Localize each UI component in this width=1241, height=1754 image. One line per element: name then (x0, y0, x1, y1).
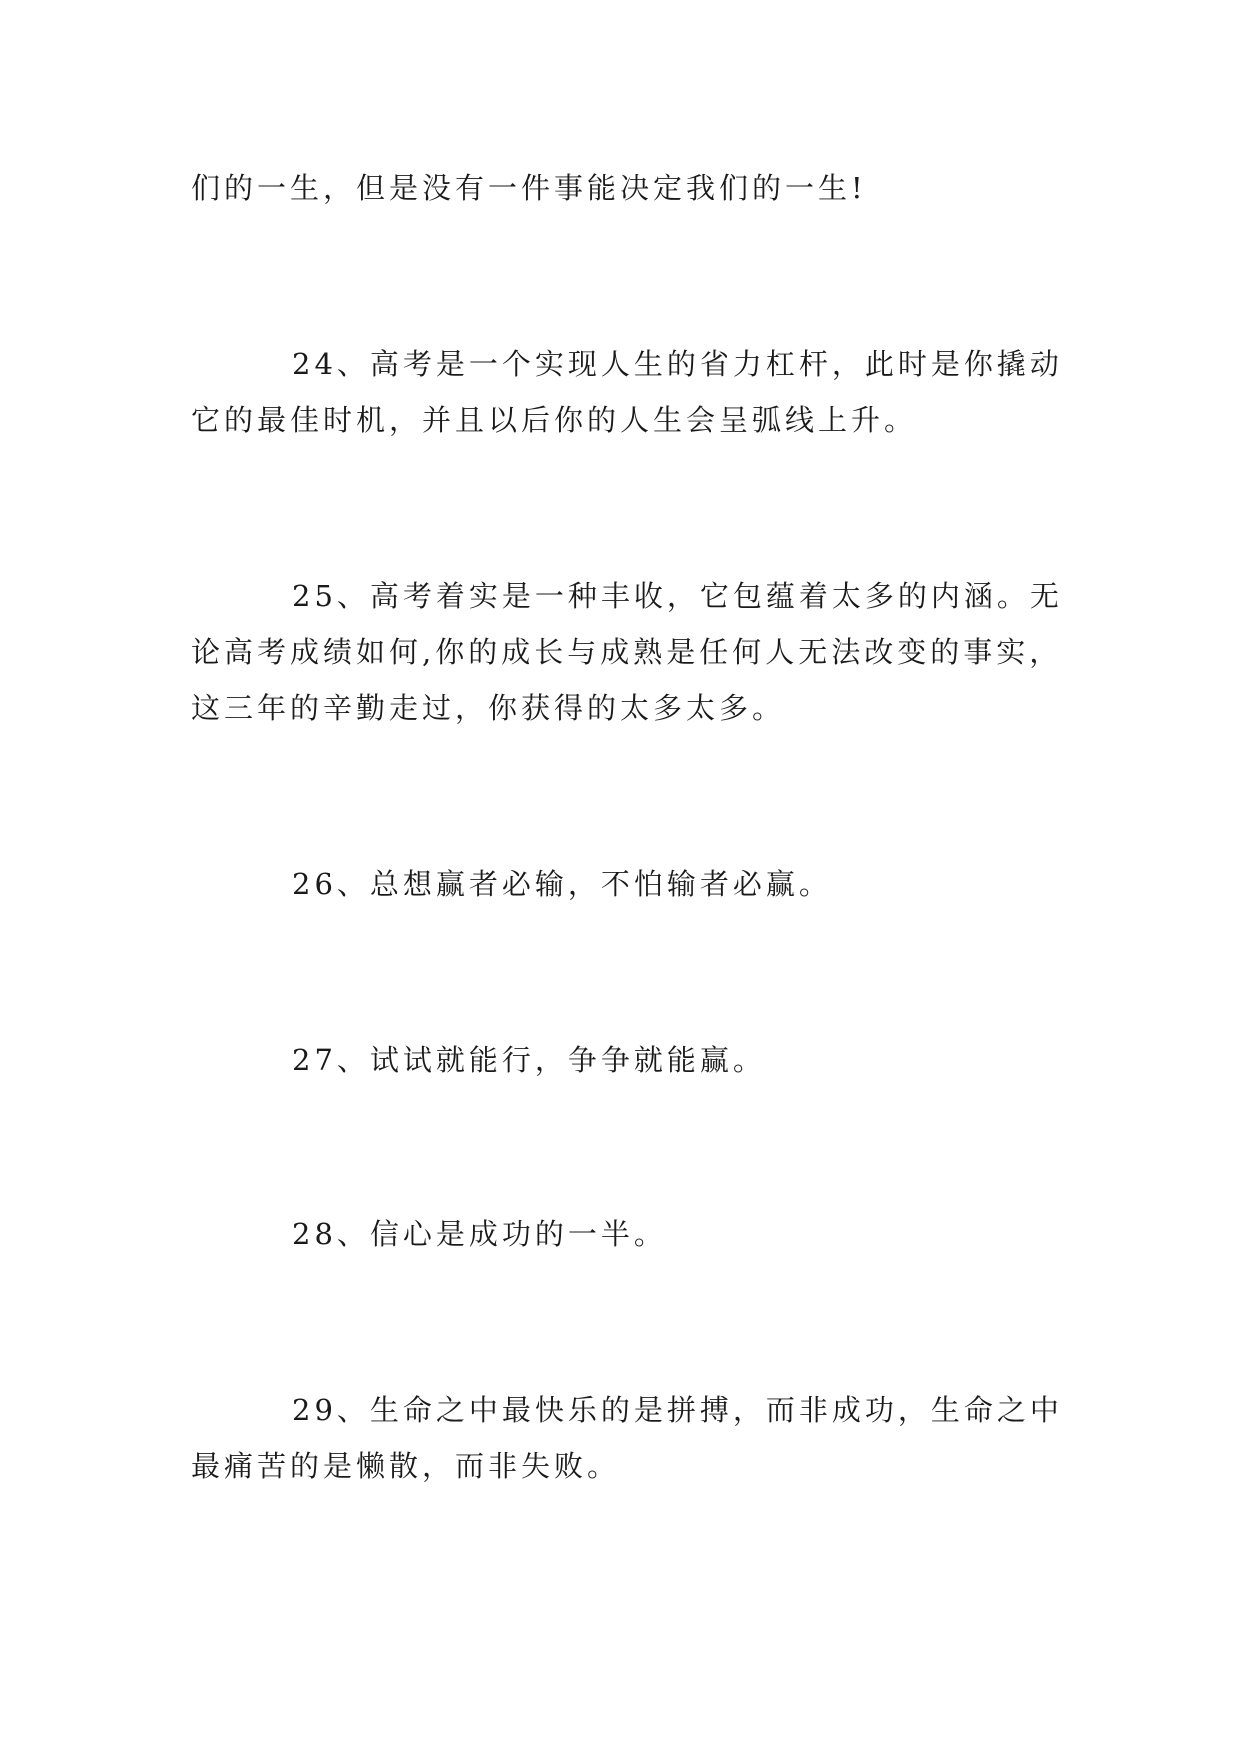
paragraph-24: 24、高考是一个实现人生的省力杠杆，此时是你撬动它的最佳时机，并且以后你的人生会呈弧线上升。 (191, 347, 1063, 437)
paragraph-28: 28、信心是成功的一半。 (292, 1217, 667, 1251)
paragraph-27: 27、试试就能行，争争就能赢。 (292, 1043, 766, 1077)
paragraph-continuation: 们的一生，但是没有一件事能决定我们的一生! (191, 171, 867, 205)
paragraph-26: 26、总想赢者必输，不怕输者必赢。 (292, 867, 832, 901)
paragraph-29: 29、生命之中最快乐的是拼搏，而非成功，生命之中最痛苦的是懒散，而非失败。 (191, 1393, 1063, 1483)
paragraph-25: 25、高考着实是一种丰收，它包蕴着太多的内涵。无论高考成绩如何,你的成长与成熟是任何人无法改变的事实，这三年的辛勤走过，你获得的太多太多。 (191, 579, 1063, 725)
